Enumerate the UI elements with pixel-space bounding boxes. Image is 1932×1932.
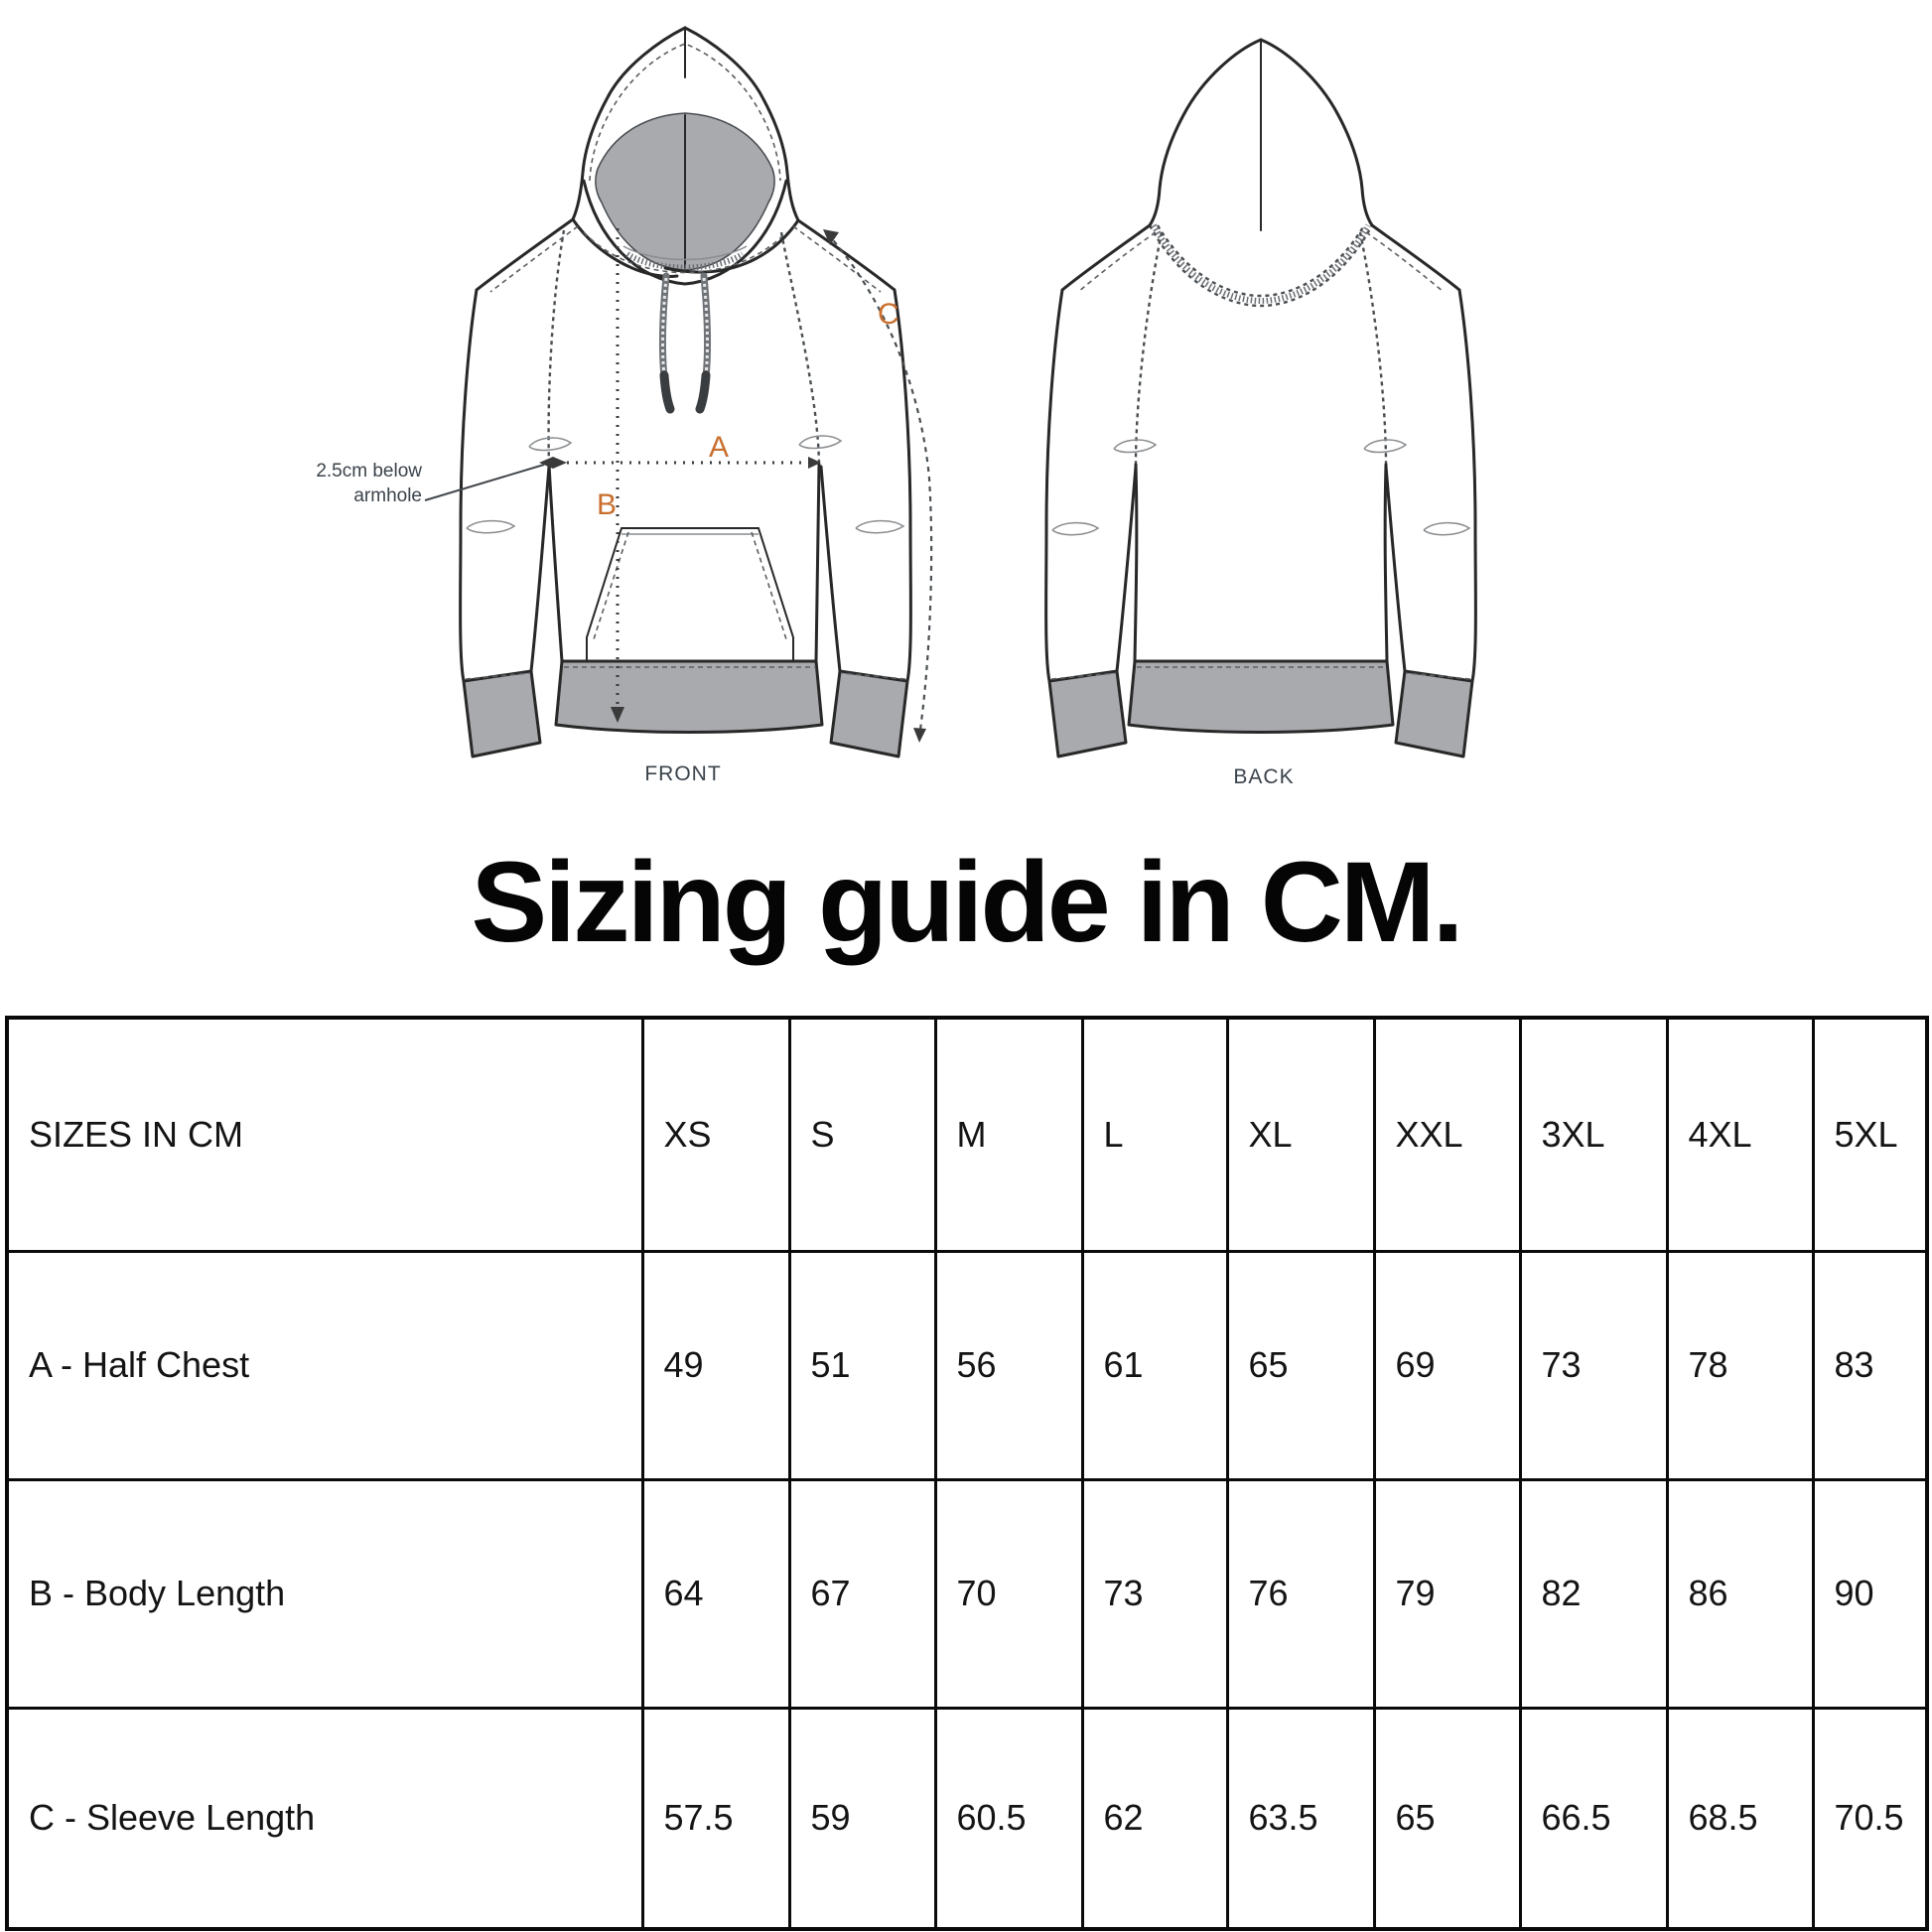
armhole-note (223, 459, 422, 508)
table-cell: 68.5 (1667, 1708, 1813, 1929)
table-cell: 63.5 (1227, 1708, 1374, 1929)
table-header-cell: XL (1227, 1018, 1374, 1251)
table-cell: 83 (1813, 1251, 1927, 1479)
table-cell: 49 (642, 1251, 789, 1479)
table-cell: 79 (1374, 1479, 1520, 1708)
table-cell: 73 (1082, 1479, 1227, 1708)
table-cell: 70.5 (1813, 1708, 1927, 1929)
table-cell: 61 (1082, 1251, 1227, 1479)
measure-line-a (539, 457, 821, 469)
table-cell: 73 (1520, 1251, 1667, 1479)
size-table (5, 1016, 1929, 1931)
table-cell: 64 (642, 1479, 789, 1708)
table-cell: 62 (1082, 1708, 1227, 1929)
front-caption: FRONT (644, 762, 722, 785)
table-row (7, 1251, 1927, 1479)
table-cell: 60.5 (935, 1708, 1082, 1929)
measure-label-c: C (878, 298, 899, 331)
table-cell: 82 (1520, 1479, 1667, 1708)
back-caption: BACK (1233, 765, 1295, 788)
table-header-cell: XS (642, 1018, 789, 1251)
table-header-cell: XXL (1374, 1018, 1520, 1251)
size-table-wrap (5, 1016, 1927, 1928)
back-cuff-right (1396, 671, 1472, 757)
table-cell: 59 (789, 1708, 935, 1929)
table-cell: 65 (1374, 1708, 1520, 1929)
front-hood (573, 28, 798, 284)
measure-line-b (611, 228, 624, 723)
row-label-cell: C - Sleeve Length (7, 1708, 642, 1929)
table-cell: 86 (1667, 1479, 1813, 1708)
row-label-cell: B - Body Length (7, 1479, 642, 1708)
armhole-note-line1: 2.5cm below (316, 461, 422, 482)
table-header-cell: L (1082, 1018, 1227, 1251)
table-cell: 67 (789, 1479, 935, 1708)
hoodie-front-drawing (328, 20, 953, 789)
table-cell: 56 (935, 1251, 1082, 1479)
row-label-cell: A - Half Chest (7, 1251, 642, 1479)
front-cuff-right (831, 671, 907, 757)
table-header-cell: SIZES IN CM (7, 1018, 642, 1251)
table-cell: 76 (1227, 1479, 1374, 1708)
table-header-cell: 3XL (1520, 1018, 1667, 1251)
table-header-cell: M (935, 1018, 1082, 1251)
table-cell: 57.5 (642, 1708, 789, 1929)
table-cell: 90 (1813, 1479, 1927, 1708)
front-hem-band (556, 661, 822, 733)
front-cuff-left (464, 671, 540, 757)
table-header-cell: 5XL (1813, 1018, 1927, 1251)
table-row (7, 1479, 1927, 1708)
table-header-row (7, 1018, 1927, 1251)
back-neckline (1150, 225, 1372, 306)
back-body (1129, 465, 1393, 733)
measure-label-b: B (597, 488, 618, 521)
table-cell: 78 (1667, 1251, 1813, 1479)
page-title: Sizing guide in CM. (471, 839, 1461, 966)
armhole-leader-line (425, 465, 544, 500)
table-header-cell: 4XL (1667, 1018, 1813, 1251)
table-cell: 69 (1374, 1251, 1520, 1479)
measure-label-a: A (709, 431, 730, 464)
table-row (7, 1708, 1927, 1929)
front-drawcords (663, 276, 708, 409)
front-body (549, 465, 822, 733)
back-cuff-left (1049, 671, 1126, 757)
table-cell: 51 (789, 1251, 935, 1479)
back-hem-band (1129, 661, 1393, 733)
table-cell: 66.5 (1520, 1708, 1667, 1929)
table-cell: 70 (935, 1479, 1082, 1708)
armhole-note-line2: armhole (353, 485, 422, 506)
back-hood (1150, 40, 1372, 306)
table-cell: 65 (1227, 1251, 1374, 1479)
table-header-cell: S (789, 1018, 935, 1251)
hoodie-back-drawing (1033, 20, 1489, 789)
